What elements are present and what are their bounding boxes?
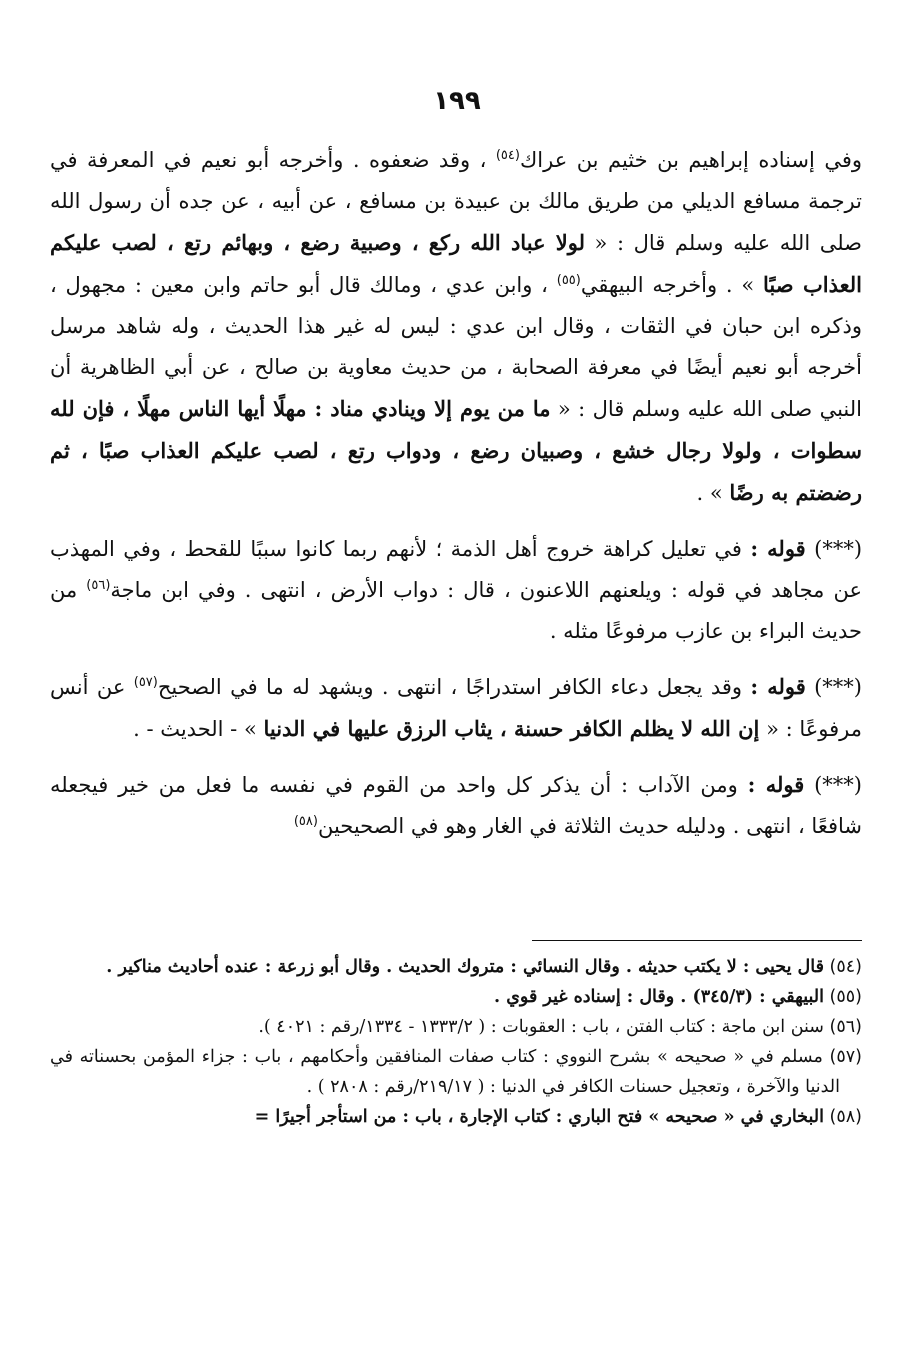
footnote-54: (٥٤) قال يحيى : لا يكتب حديثه . وقال النسائي : متروك الحديث . وقال أبو زرعة : عنده أحاديث مناكير . (106, 957, 862, 977)
footnote-56: (٥٦) سنن ابن ماجة : كتاب الفتن ، باب : العقوبات : ( ١٣٣٣/٢ - ١٣٣٤/رقم : ٤٠٢١ ). (258, 1017, 862, 1037)
footnote-ref-57[interactable]: (٥٧) (133, 675, 158, 690)
paragraph-1: وفي إسناده إبراهيم بن خثيم بن عراك$^{(٥٤)}$ ، وقد ضعفوه . وأخرجه أبو نعيم في المعرفة في ترجمة مسافع الديلي من طريق مالك بن عبيدة بن مسافع ، عن أبيه ، عن جده أن رسول الله صلى الله عليه وسلم قال : « لولا عباد الله ركع ، وصبية رضع ، وبهائم رتع ، لصب عليكم العذاب صبًا » . وأخرجه البيهقي$^{(٥٥)}$ ، وابن عدي ، ومالك قال أبو حاتم وابن معين : مجهول ، وذكره ابن حبان في الثقات ، وقال ابن عدي : ليس له غير هذا الحديث ، وله شاهد مرسل أخرجه أبو نعيم أيضًا في معرفة الصحابة ، من حديث معاوية بن صالح ، عن أبي الظاهرية أن النبي صلى الله عليه وسلم قال : « ما من يوم إلا وينادي مناد : مهلًا أيها الناس مهلًا ، فإن لله سطوات ، ولولا رجال خشع ، وصبيان رضع ، ودواب رتع ، لصب عليكم العذاب صبًا ، ثم رضضتم به رضًا » . (50, 148, 863, 505)
hadith-quote: لولا عباد الله ركع ، وصبية رضع ، وبهائم رتع ، لصب عليكم العذاب صبًا (50, 230, 862, 297)
footnote-divider (532, 940, 862, 941)
paragraph-4: (***) قوله : ومن الآداب : أن يذكر كل واحد من القوم في نفسه ما فعل من خير فيجعله شافعًا ، انتهى . ودليله حديث الثلاثة في الغار وهو في الصحيحين$^{(٥٨)}$ (50, 772, 862, 838)
paragraph-2: (***) قوله : في تعليل كراهة خروج أهل الذمة ؛ لأنهم ربما كانوا سببًا للقحط ، وفي المهذب عن مجاهد في قوله : ويلعنهم اللاعنون ، قال : دواب الأرض ، انتهى . وفي ابن ماجة$^{(٥٦)}$ من حديث البراء بن عازب مرفوعًا مثله . (50, 536, 863, 643)
footnote-ref-55[interactable]: (٥٥) (556, 273, 581, 288)
footnote-55: (٥٥) البيهقي : (٣٤٥/٣) . وقال : إسناده غير قوي . (494, 987, 862, 1007)
hadith-quote: إن الله لا يظلم الكافر حسنة ، يثاب الرزق عليها في الدنيا (263, 716, 760, 741)
qawluh-label: قوله : (750, 536, 806, 561)
paragraph-3: (***) قوله : وقد يجعل دعاء الكافر استدراجًا ، انتهى . ويشهد له ما في الصحيح$^{(٥٧)}$ عن أنس مرفوعًا : « إن الله لا يظلم الكافر حسنة ، يثاب الرزق عليها في الدنيا » - الحديث - . (50, 674, 863, 741)
footnote-ref-54[interactable]: (٥٤) (495, 148, 520, 163)
footnote-ref-56[interactable]: (٥٦) (86, 578, 111, 593)
footnote-57: (٥٧) مسلم في « صحيحه » بشرح النووي : كتاب صفات المنافقين وأحكامهم ، باب : جزاء المؤمن بحسناته في الدنيا والآخرة ، وتعجيل حسنات الكافر في الدنيا : ( ٢١٩/١٧/رقم : ٢٨٠٨ ) . (50, 1047, 862, 1097)
footnote-58: (٥٨) البخاري في « صحيحه » فتح الباري : كتاب الإجارة ، باب : من استأجر أجيرًا = (254, 1107, 862, 1127)
qawluh-label: قوله : (747, 772, 805, 797)
footnotes (50, 952, 862, 1132)
page-number: ١٩٩ (433, 86, 481, 116)
footnote-ref-58[interactable]: (٥٨) (293, 814, 318, 829)
hadith-quote: ما من يوم إلا وينادي مناد : مهلًا أيها الناس مهلًا ، فإن لله سطوات ، ولولا رجال خشع ، وصبيان رضع ، ودواب رتع ، لصب عليكم العذاب صبًا ، ثم رضضتم به رضًا (50, 396, 862, 505)
main-text (50, 140, 862, 847)
qawluh-label: قوله : (750, 674, 806, 699)
